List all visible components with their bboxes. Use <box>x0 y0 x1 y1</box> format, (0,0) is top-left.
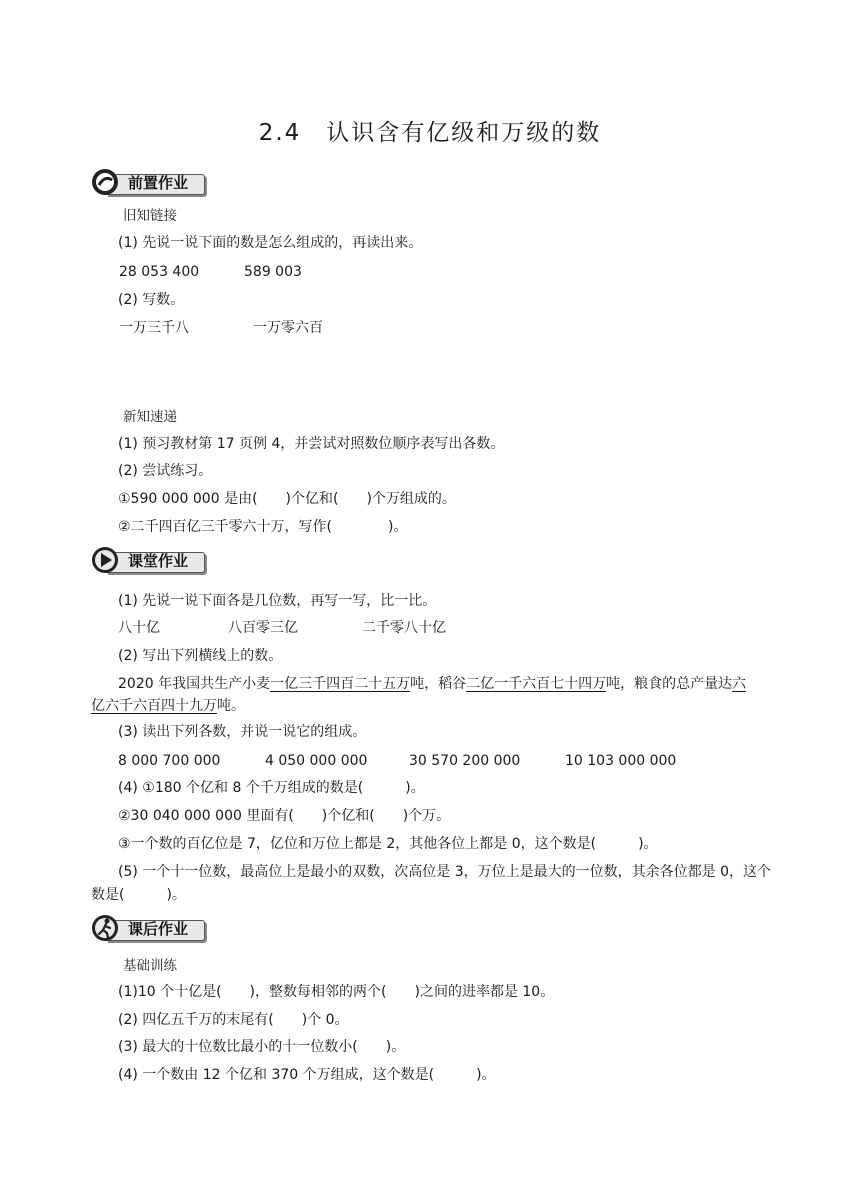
page-title: 2.4 认识含有亿级和万级的数 <box>258 120 602 146</box>
question-text: ③一个数的百亿位是 7，亿位和万位上都是 2，其他各位上都是 0，这个数是( )。 <box>118 836 658 852</box>
question-text: (1)10 个十亿是( )，整数每相邻的两个( )之间的进率都是 10。 <box>118 984 555 1000</box>
number-item: 30 570 200 000 <box>409 753 521 769</box>
play-icon <box>90 545 120 575</box>
question-text: (4) ①180 个亿和 8 个千万组成的数是( )。 <box>118 780 425 796</box>
question-text: (1) 先说一说下面各是几位数，再写一写，比一比。 <box>118 593 437 609</box>
word-item: 八十亿 <box>118 620 160 636</box>
pen-circle-icon <box>90 167 120 197</box>
question-text: (1) 预习教材第 17 页例 4，并尝试对照数位顺序表写出各数。 <box>118 436 505 452</box>
question-text: 数是( )。 <box>91 887 186 903</box>
question-text: (5) 一个十一位数，最高位上是最小的双数，次高位是 3，万位上是最大的一位数，其余各位都是 0，这个 <box>118 864 771 880</box>
question-text: (3) 读出下列各数，并说一说它的组成。 <box>118 724 367 740</box>
word-item: 一万零六百 <box>253 320 323 336</box>
question-text: (2) 写出下列横线上的数。 <box>118 648 283 664</box>
runner-icon <box>90 913 120 943</box>
word-item: 八百零三亿 <box>228 620 298 636</box>
question-text: ①590 000 000 是由( )个亿和( )个万组成的。 <box>118 491 456 507</box>
number-item: 8 000 700 000 <box>118 753 221 769</box>
question-text: ②二千四百亿三千零六十万，写作( )。 <box>118 519 408 535</box>
question-text: (2) 写数。 <box>118 292 185 308</box>
section-badge-label: 课堂作业 <box>128 552 189 570</box>
word-item: 一万三千八 <box>119 320 189 336</box>
question-text: (2) 尝试练习。 <box>118 463 213 479</box>
section-badge-after <box>90 913 208 943</box>
section-badge-class <box>90 545 208 575</box>
number-item: 4 050 000 000 <box>265 753 368 769</box>
number-item: 10 103 000 000 <box>565 753 677 769</box>
paragraph-line: 亿六千六百四十九万吨。 <box>91 698 245 714</box>
question-text: (4) 一个数由 12 个亿和 370 个万组成，这个数是( )。 <box>118 1067 496 1083</box>
underlined-number: 二亿一千六百七十四万 <box>466 676 607 692</box>
subheading-basic: 基础训练 <box>123 958 177 974</box>
underlined-number: 六 <box>732 676 747 692</box>
subheading-old-link: 旧知链接 <box>123 208 177 224</box>
underlined-number: 亿六千六百四十九万 <box>91 698 217 714</box>
subheading-new-link: 新知速递 <box>123 409 177 425</box>
number-item: 589 003 <box>244 264 302 280</box>
section-badge-label: 前置作业 <box>128 174 189 192</box>
paragraph-line: 2020 年我国共生产小麦一亿三千四百二十五万吨，稻谷二亿一千六百七十四万吨，粮食的总产量达六 <box>118 676 747 692</box>
word-item: 二千零八十亿 <box>362 620 446 636</box>
question-text: (1) 先说一说下面的数是怎么组成的，再读出来。 <box>118 235 423 251</box>
question-text: (2) 四亿五千万的末尾有( )个 0。 <box>118 1012 349 1028</box>
number-item: 28 053 400 <box>119 264 200 280</box>
underlined-number: 一亿三千四百二十五万 <box>270 676 411 692</box>
section-badge-label: 课后作业 <box>128 920 189 938</box>
section-badge-pre <box>90 167 208 197</box>
question-text: ②30 040 000 000 里面有( )个亿和( )个万。 <box>118 808 451 824</box>
question-text: (3) 最大的十位数比最小的十一位数小( )。 <box>118 1039 406 1055</box>
